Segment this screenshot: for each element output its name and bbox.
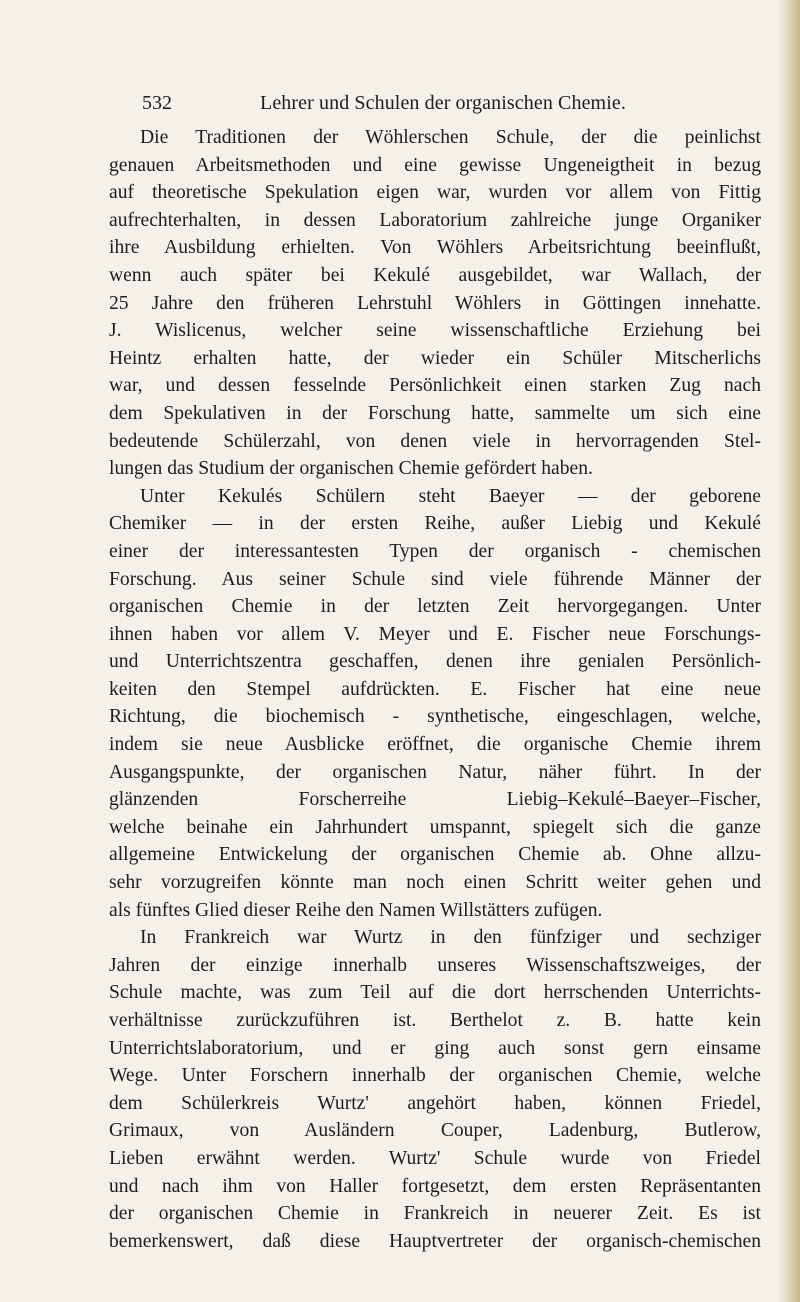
text-line: allgemeine Entwickelung der organischen Chemie ab. Ohne allzu- <box>109 844 761 866</box>
text-line: der organischen Chemie in Frankreich in neuerer Zeit. Es ist <box>109 1203 761 1225</box>
text-line: ihre Ausbildung erhielten. Von Wöhlers Arbeitsrichtung beeinflußt, <box>109 237 761 259</box>
text-line: glänzenden Forscherreihe Liebig–Kekulé–Baeyer–Fischer, <box>109 789 761 811</box>
text-line: ihnen haben vor allem V. Meyer und E. Fischer neue Forschungs- <box>109 623 761 645</box>
text-line: In Frankreich war Wurtz in den fünfziger und sechziger <box>140 927 761 949</box>
text-line: wenn auch später bei Kekulé ausgebildet, war Wallach, der <box>109 264 761 286</box>
text-line: Lieben erwähnt werden. Wurtz' Schule wurde von Friedel <box>109 1147 761 1169</box>
text-line: sehr vorzugreifen könnte man noch einen Schritt weiter gehen und <box>109 872 761 894</box>
text-line: und Unterrichtszentra geschaffen, denen ihre genialen Persönlich- <box>109 651 761 673</box>
text-line: Grimaux, von Ausländern Couper, Ladenburg, Butlerow, <box>109 1120 761 1142</box>
text-line: war, und dessen fesselnde Persönlichkeit einen starken Zug nach <box>109 375 761 397</box>
text-line: indem sie neue Ausblicke eröffnet, die organische Chemie ihrem <box>109 734 761 756</box>
page-header <box>142 92 782 120</box>
text-line: organischen Chemie in der letzten Zeit hervorgegangen. Unter <box>109 596 761 618</box>
text-line: bedeutende Schülerzahl, von denen viele in hervorragenden Stel- <box>109 430 761 452</box>
text-line: J. Wislicenus, welcher seine wissenschaftliche Erziehung bei <box>109 320 761 342</box>
text-line: Schule machte, was zum Teil auf die dort herrschenden Unterrichts- <box>109 982 761 1004</box>
text-line: Unterrichtslaboratorium, und er ging auch sonst gern einsame <box>109 1037 761 1059</box>
body-text <box>109 124 761 1255</box>
text-line: dem Schülerkreis Wurtz' angehört haben, können Friedel, <box>109 1092 761 1114</box>
text-line: 25 Jahre den früheren Lehrstuhl Wöhlers in Göttingen innehatte. <box>109 292 761 314</box>
text-line: dem Spekulativen in der Forschung hatte, sammelte um sich eine <box>109 402 761 424</box>
text-line: Chemiker — in der ersten Reihe, außer Liebig und Kekulé <box>109 513 761 535</box>
page-edge-shadow <box>778 0 800 1302</box>
text-line: welche beinahe ein Jahrhundert umspannt, spiegelt sich die ganze <box>109 816 761 838</box>
text-line: verhältnisse zurückzuführen ist. Berthelot z. B. hatte kein <box>109 1010 761 1031</box>
running-head: Lehrer und Schulen der organischen Chemie. <box>260 92 626 114</box>
text-line: als fünftes Glied dieser Reihe den Namen Willstätters zufügen. <box>109 899 603 921</box>
text-line: aufrechterhalten, in dessen Laboratorium zahlreiche junge Organiker <box>109 209 761 231</box>
text-line: keiten den Stempel aufdrückten. E. Fischer hat eine neue <box>109 678 761 700</box>
text-line: einer der interessantesten Typen der organisch - chemischen <box>109 540 761 562</box>
text-line: Forschung. Aus seiner Schule sind viele führende Männer der <box>109 568 761 590</box>
text-line: Unter Kekulés Schülern steht Baeyer — der geborene <box>140 485 761 507</box>
text-line: bemerkenswert, daß diese Hauptvertreter der organisch-chemischen <box>109 1230 761 1252</box>
page-number: 532 <box>142 92 172 114</box>
text-line: genauen Arbeitsmethoden und eine gewisse Ungeneigtheit in bezug <box>109 154 761 176</box>
text-line: Wege. Unter Forschern innerhalb der organischen Chemie, welche <box>109 1065 761 1087</box>
text-line: und nach ihm von Haller fortgesetzt, dem ersten Repräsentanten <box>109 1175 761 1197</box>
text-line: lungen das Studium der organischen Chemie gefördert haben. <box>109 458 593 480</box>
text-line: Richtung, die biochemisch - synthetische, eingeschlagen, welche, <box>109 706 761 728</box>
text-line: Die Traditionen der Wöhlerschen Schule, der die peinlichst <box>140 127 761 148</box>
text-line: auf theoretische Spekulation eigen war, wurden vor allem von Fittig <box>109 182 761 204</box>
text-line: Ausgangspunkte, der organischen Natur, näher führt. In der <box>109 761 761 783</box>
text-line: Jahren der einzige innerhalb unseres Wissenschaftszweiges, der <box>109 954 761 976</box>
text-line: Heintz erhalten hatte, der wieder ein Schüler Mitscherlichs <box>109 347 761 369</box>
